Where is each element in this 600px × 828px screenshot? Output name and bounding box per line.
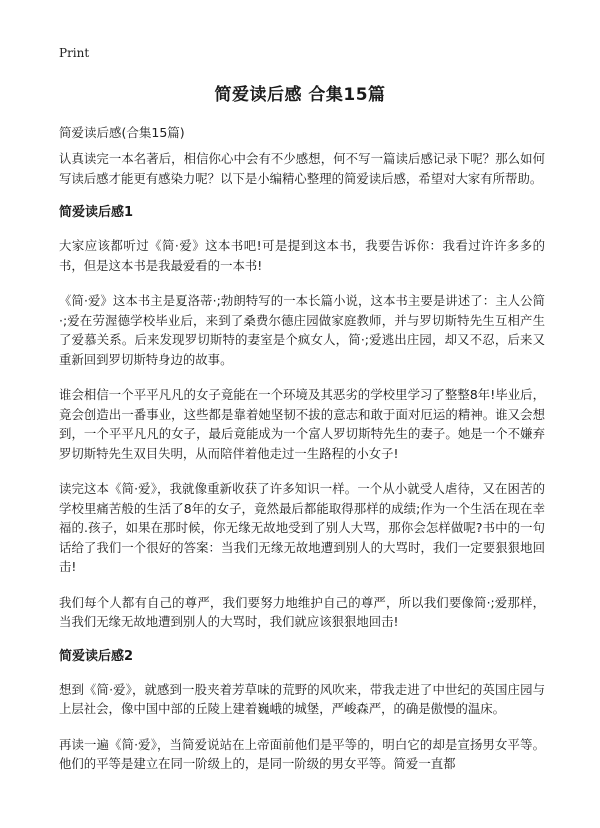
document-subtitle: 简爱读后感(合集15篇) [59,125,185,140]
print-label[interactable]: Print [59,46,90,60]
paragraph: 谁会相信一个平平凡凡的女子竟能在一个环境及其恶劣的学校里学习了整整8年!毕业后，竟会创造出一番事业，这些都是靠着她坚韧不拔的意志和敢于面对厄运的精神。谁又会想到，一个平平凡凡的女子，最后竟能成为一个富人罗切斯特先生的妻子。她是一个不嫌弃罗切斯特先生双目失明，从而陪伴着他走过一生路程的小女子! [59,387,545,461]
paragraph: 再读一遍《简·爱》，当简爱说站在上帝面前他们是平等的，明白它的却是宣扬男女平等。他们的平等是建立在同一阶级上的，是同一阶级的男女平等。简爱一直都 [59,736,545,771]
paragraph: 我们每个人都有自己的尊严，我们要努力地维护自己的尊严，所以我们要像简·;爱那样，当我们无缘无故地遭到别人的大骂时，我们就应该狠狠地回击! [59,594,545,629]
page-title: 简爱读后感 合集15篇 [214,85,386,105]
intro-paragraph: 认真读完一本名著后，相信你心中会有不少感想，何不写一篇读后感记录下呢？那么如何写读后感才能更有感染力呢？以下是小编精心整理的简爱读后感，希望对大家有所帮助。 [59,151,545,186]
paragraph: 《简·爱》这本书主是夏洛蒂·;勃朗特写的一本长篇小说，这本书主要是讲述了：主人公简·;爱在劳渥德学校毕业后，来到了桑费尔德庄园做家庭教师，并与罗切斯特先生互相产生了爱慕关系。后来发现罗切斯特的妻室是个疯女人，简·;爱逃出庄园，却又不忍，后来又重新回到罗切斯特身边的故事。 [59,293,545,367]
paragraph: 大家应该都听过《简·爱》这本书吧!可是提到这本书，我要告诉你：我看过许许多多的书，但是这本书是我最爱看的一本书! [59,238,545,273]
section-heading-1: 简爱读后感1 [59,205,134,220]
paragraph: 想到《简·爱》，就感到一股夹着芳草味的荒野的风吹来，带我走进了中世纪的英国庄园与上层社会，像中国中部的丘陵上建着巍峨的城堡，严峻森严，的确是傲慢的温床。 [59,681,545,716]
paragraph: 读完这本《简·爱》，我就像重新收获了许多知识一样。一个从小就受人虐待，又在困苦的学校里痛苦般的生活了8年的女子，竟然最后都能取得那样的成绩;作为一个生活在现在幸福的.孩子，如果在那时候，你无缘无故地受到了别人大骂，那你会怎样做呢?书中的一句话给了我们一个很好的答案：当我们无缘无故地遭到别人的大骂时，我们一定要狠狠地回击! [59,481,545,574]
section-heading-2: 简爱读后感2 [59,648,134,664]
document-body [59,149,545,790]
